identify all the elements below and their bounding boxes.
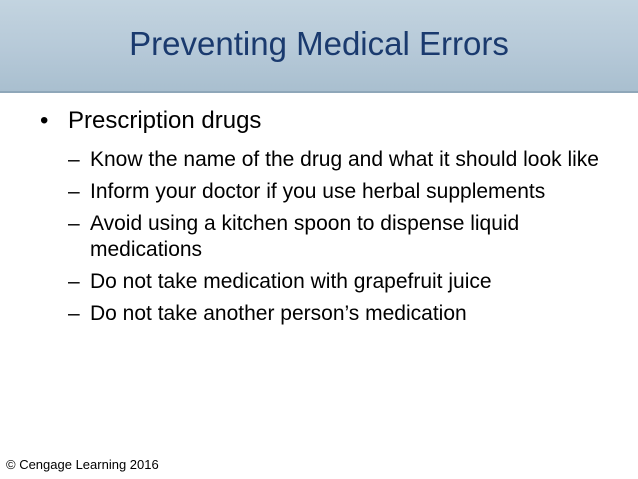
copyright-footer: © Cengage Learning 2016 [6, 457, 159, 472]
slide-title: Preventing Medical Errors [129, 25, 509, 62]
dash-marker: – [68, 302, 80, 325]
dash-marker: – [68, 180, 80, 203]
sub-bullet-text: Do not take medication with grapefruit juice [90, 270, 492, 293]
dash-marker: – [68, 212, 80, 235]
sub-bullet-item [68, 179, 618, 205]
dash-marker: – [68, 148, 80, 171]
sub-bullet-item [68, 301, 618, 327]
sub-bullet-item [68, 147, 618, 173]
sub-bullet-list [68, 147, 618, 333]
sub-bullet-item [68, 211, 618, 263]
sub-bullet-item [68, 269, 618, 295]
bullet-text: Prescription drugs [68, 107, 262, 134]
sub-bullet-text: Inform your doctor if you use herbal supplements [90, 180, 546, 203]
sub-bullet-text: Do not take another person’s medication [90, 302, 467, 325]
bullet-item [40, 106, 261, 136]
title-bar [0, 0, 638, 93]
dash-marker: – [68, 270, 80, 293]
sub-bullet-text: Know the name of the drug and what it should look like [90, 148, 599, 171]
bullet-marker: • [40, 107, 49, 134]
sub-bullet-text: Avoid using a kitchen spoon to dispense liquid medications [90, 212, 520, 261]
